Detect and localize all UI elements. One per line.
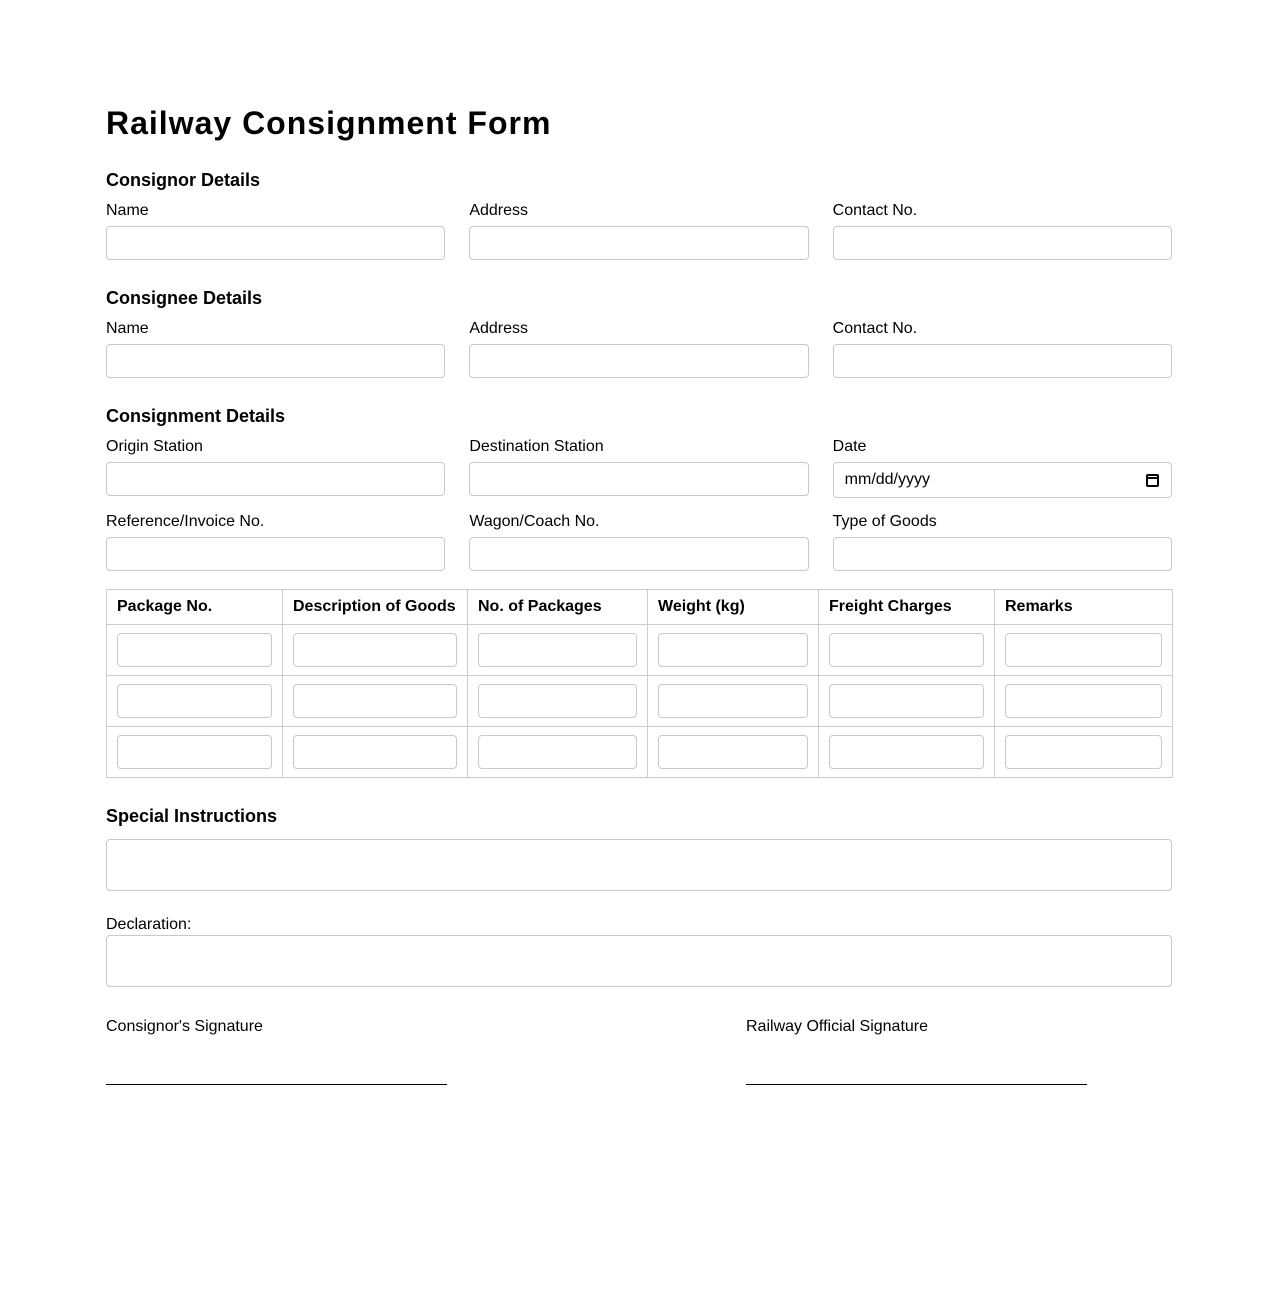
remarks-input[interactable] [1005,684,1162,718]
wagon-label: Wagon/Coach No. [469,513,600,530]
table-cell [995,676,1173,727]
column-header-package-no: Package No. [107,590,283,625]
consignee-contact-input[interactable] [833,344,1172,378]
remarks-input[interactable] [1005,633,1162,667]
origin-station-label: Origin Station [106,438,203,455]
special-instructions-textarea[interactable] [106,839,1172,891]
table-row [107,676,1173,727]
table-cell [107,676,283,727]
consignment-section-title: Consignment Details [106,406,286,426]
table-cell [648,676,819,727]
goods-type-input[interactable] [833,537,1172,571]
column-header-remarks: Remarks [995,590,1173,625]
table-cell [107,625,283,676]
description-input[interactable] [293,684,457,718]
no-of-packages-input[interactable] [478,633,637,667]
package-no-input[interactable] [117,735,272,769]
consignee-address-label: Address [469,320,529,337]
goods-type-group [833,513,1172,571]
package-no-input[interactable] [117,633,272,667]
column-header-no-of-packages: No. of Packages [468,590,648,625]
table-cell [283,676,468,727]
consignor-section-title: Consignor Details [106,170,261,190]
consignor-signature-line[interactable] [106,1084,447,1085]
consignment-fields-row1 [106,438,1172,498]
destination-station-input[interactable] [469,462,808,496]
table-cell [819,727,995,778]
date-label: Date [832,438,867,455]
consignee-contact-group [833,320,1172,378]
table-cell [995,727,1173,778]
table-cell [648,727,819,778]
special-instructions-title: Special Instructions [106,806,278,826]
consignor-name-label: Name [106,202,149,219]
reference-input[interactable] [106,537,445,571]
weight-input[interactable] [658,684,808,718]
no-of-packages-input[interactable] [478,684,637,718]
table-cell [648,625,819,676]
consignee-section-title: Consignee Details [106,288,263,308]
table-cell [468,625,648,676]
destination-station-label: Destination Station [469,438,604,455]
table-cell [283,727,468,778]
consignee-contact-label: Contact No. [832,320,918,337]
freight-charges-input[interactable] [829,735,984,769]
consignor-address-input[interactable] [469,226,808,260]
consignor-contact-label: Contact No. [832,202,918,219]
column-header-description: Description of Goods [283,590,468,625]
page-title: Railway Consignment Form [106,105,552,141]
table-cell [468,676,648,727]
consignor-contact-group [833,202,1172,260]
consignee-address-input[interactable] [469,344,808,378]
table-cell [819,625,995,676]
consignor-contact-input[interactable] [833,226,1172,260]
consignee-name-input[interactable] [106,344,445,378]
table-row [107,625,1173,676]
reference-label: Reference/Invoice No. [106,513,265,530]
wagon-group [469,513,808,571]
consignee-name-label: Name [106,320,149,337]
consignee-name-group [106,320,445,378]
weight-input[interactable] [658,735,808,769]
consignee-address-group [469,320,808,378]
freight-charges-input[interactable] [829,684,984,718]
origin-station-group [106,438,445,498]
date-input[interactable] [833,462,1172,498]
table-cell [468,727,648,778]
table-cell [107,727,283,778]
consignor-name-group [106,202,445,260]
date-placeholder: mm/dd/yyyy [844,471,930,488]
table-row [107,727,1173,778]
consignment-fields-row2 [106,513,1172,571]
description-input[interactable] [293,735,457,769]
column-header-freight-charges: Freight Charges [819,590,995,625]
table-cell [283,625,468,676]
package-no-input[interactable] [117,684,272,718]
official-signature-block [746,1018,1087,1036]
official-signature-line[interactable] [746,1084,1087,1085]
column-header-weight: Weight (kg) [648,590,819,625]
origin-station-input[interactable] [106,462,445,496]
reference-group [106,513,445,571]
consignor-signature-label: Consignor's Signature [106,1018,263,1035]
freight-charges-input[interactable] [829,633,984,667]
consignee-fields [106,320,1172,378]
declaration-label: Declaration: [106,916,192,933]
consignor-address-group [469,202,808,260]
table-cell [819,676,995,727]
calendar-icon[interactable] [1146,474,1159,487]
weight-input[interactable] [658,633,808,667]
remarks-input[interactable] [1005,735,1162,769]
wagon-input[interactable] [469,537,808,571]
official-signature-label: Railway Official Signature [746,1018,929,1035]
description-input[interactable] [293,633,457,667]
goods-table [106,589,1173,778]
goods-table-header-row [107,590,1173,625]
no-of-packages-input[interactable] [478,735,637,769]
consignor-name-input[interactable] [106,226,445,260]
date-group [833,438,1172,498]
consignor-signature-block [106,1018,447,1036]
consignor-address-label: Address [469,202,529,219]
goods-type-label: Type of Goods [832,513,937,530]
destination-station-group [469,438,808,498]
declaration-textarea[interactable] [106,935,1172,987]
consignor-fields [106,202,1172,260]
table-cell [995,625,1173,676]
